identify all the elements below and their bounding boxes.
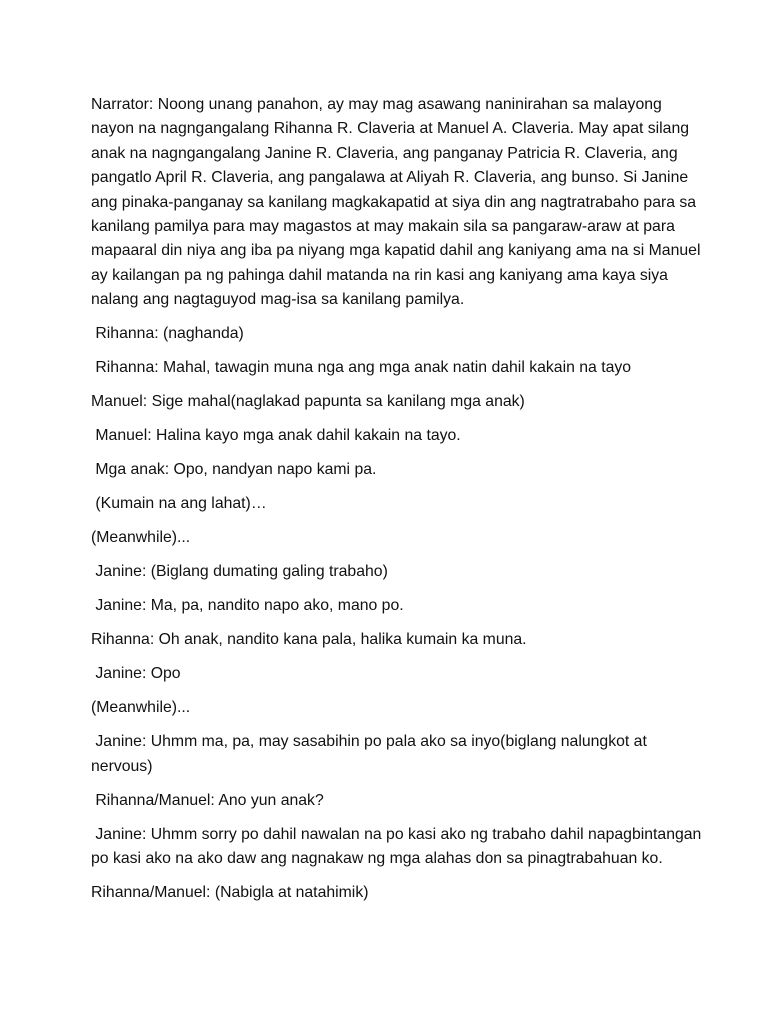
stage-direction: (Meanwhile)... bbox=[91, 529, 191, 547]
stage-direction: (Kumain na ang lahat)… bbox=[91, 495, 267, 513]
script-line: Rihanna/Manuel: (Nabigla at natahimik) bbox=[91, 884, 369, 902]
script-line: Rihanna: (naghanda) bbox=[91, 325, 244, 343]
script-line: Manuel: Sige mahal(naglakad papunta sa kanilang mga anak) bbox=[91, 393, 525, 411]
script-line: Janine: (Biglang dumating galing trabaho) bbox=[91, 563, 388, 581]
script-line: Rihanna/Manuel: Ano yun anak? bbox=[91, 791, 324, 809]
script-line: Janine: Uhmm ma, pa, may sasabihin po pala ako sa inyo(biglang nalungkot at nervous) bbox=[91, 733, 652, 775]
narrator-paragraph: Narrator: Noong unang panahon, ay may mag asawang naninirahan sa malayong nayon na nagngangalang Rihanna R. Claveria at Manuel A. Claveria. May apat silang anak na nagngangalang Janine R. Claveria, ang panganay Patricia R. Claveria, ang pangatlo April R. Claveria, ang pangalawa at Aliyah R. Claveria, ang bunso. Si Janine ang pinaka-panganay sa kanilang magkakapatid at siya din ang nagtratrabaho para sa kanilang pamilya para may magastos at may makain sila sa pangaraw-araw at para mapaaral din niya ang iba pa niyang mga kapatid dahil ang kaniyang ama na si Manuel ay kailangan pa ng pahinga dahil matanda na rin kasi ang kaniyang ama kaya siya nalang ang nagtaguyod mag-isa sa kanilang pamilya. bbox=[91, 96, 705, 309]
stage-direction: (Meanwhile)... bbox=[91, 699, 191, 717]
script-line: Mga anak: Opo, nandyan napo kami pa. bbox=[91, 461, 377, 479]
script-line: Janine: Ma, pa, nandito napo ako, mano po. bbox=[91, 597, 404, 615]
script-line: Janine: Uhmm sorry po dahil nawalan na po kasi ako ng trabaho dahil napagbintangan po kasi ako na ako daw ang nagnakaw ng mga alahas don sa pinagtrabahuan ko. bbox=[91, 825, 706, 868]
script-line: Rihanna: Mahal, tawagin muna nga ang mga anak natin dahil kakain na tayo bbox=[91, 359, 632, 377]
script-line: Janine: Opo bbox=[91, 665, 181, 683]
script-line: Rihanna: Oh anak, nandito kana pala, halika kumain ka muna. bbox=[91, 631, 527, 649]
script-line: Manuel: Halina kayo mga anak dahil kakain na tayo. bbox=[91, 427, 461, 445]
